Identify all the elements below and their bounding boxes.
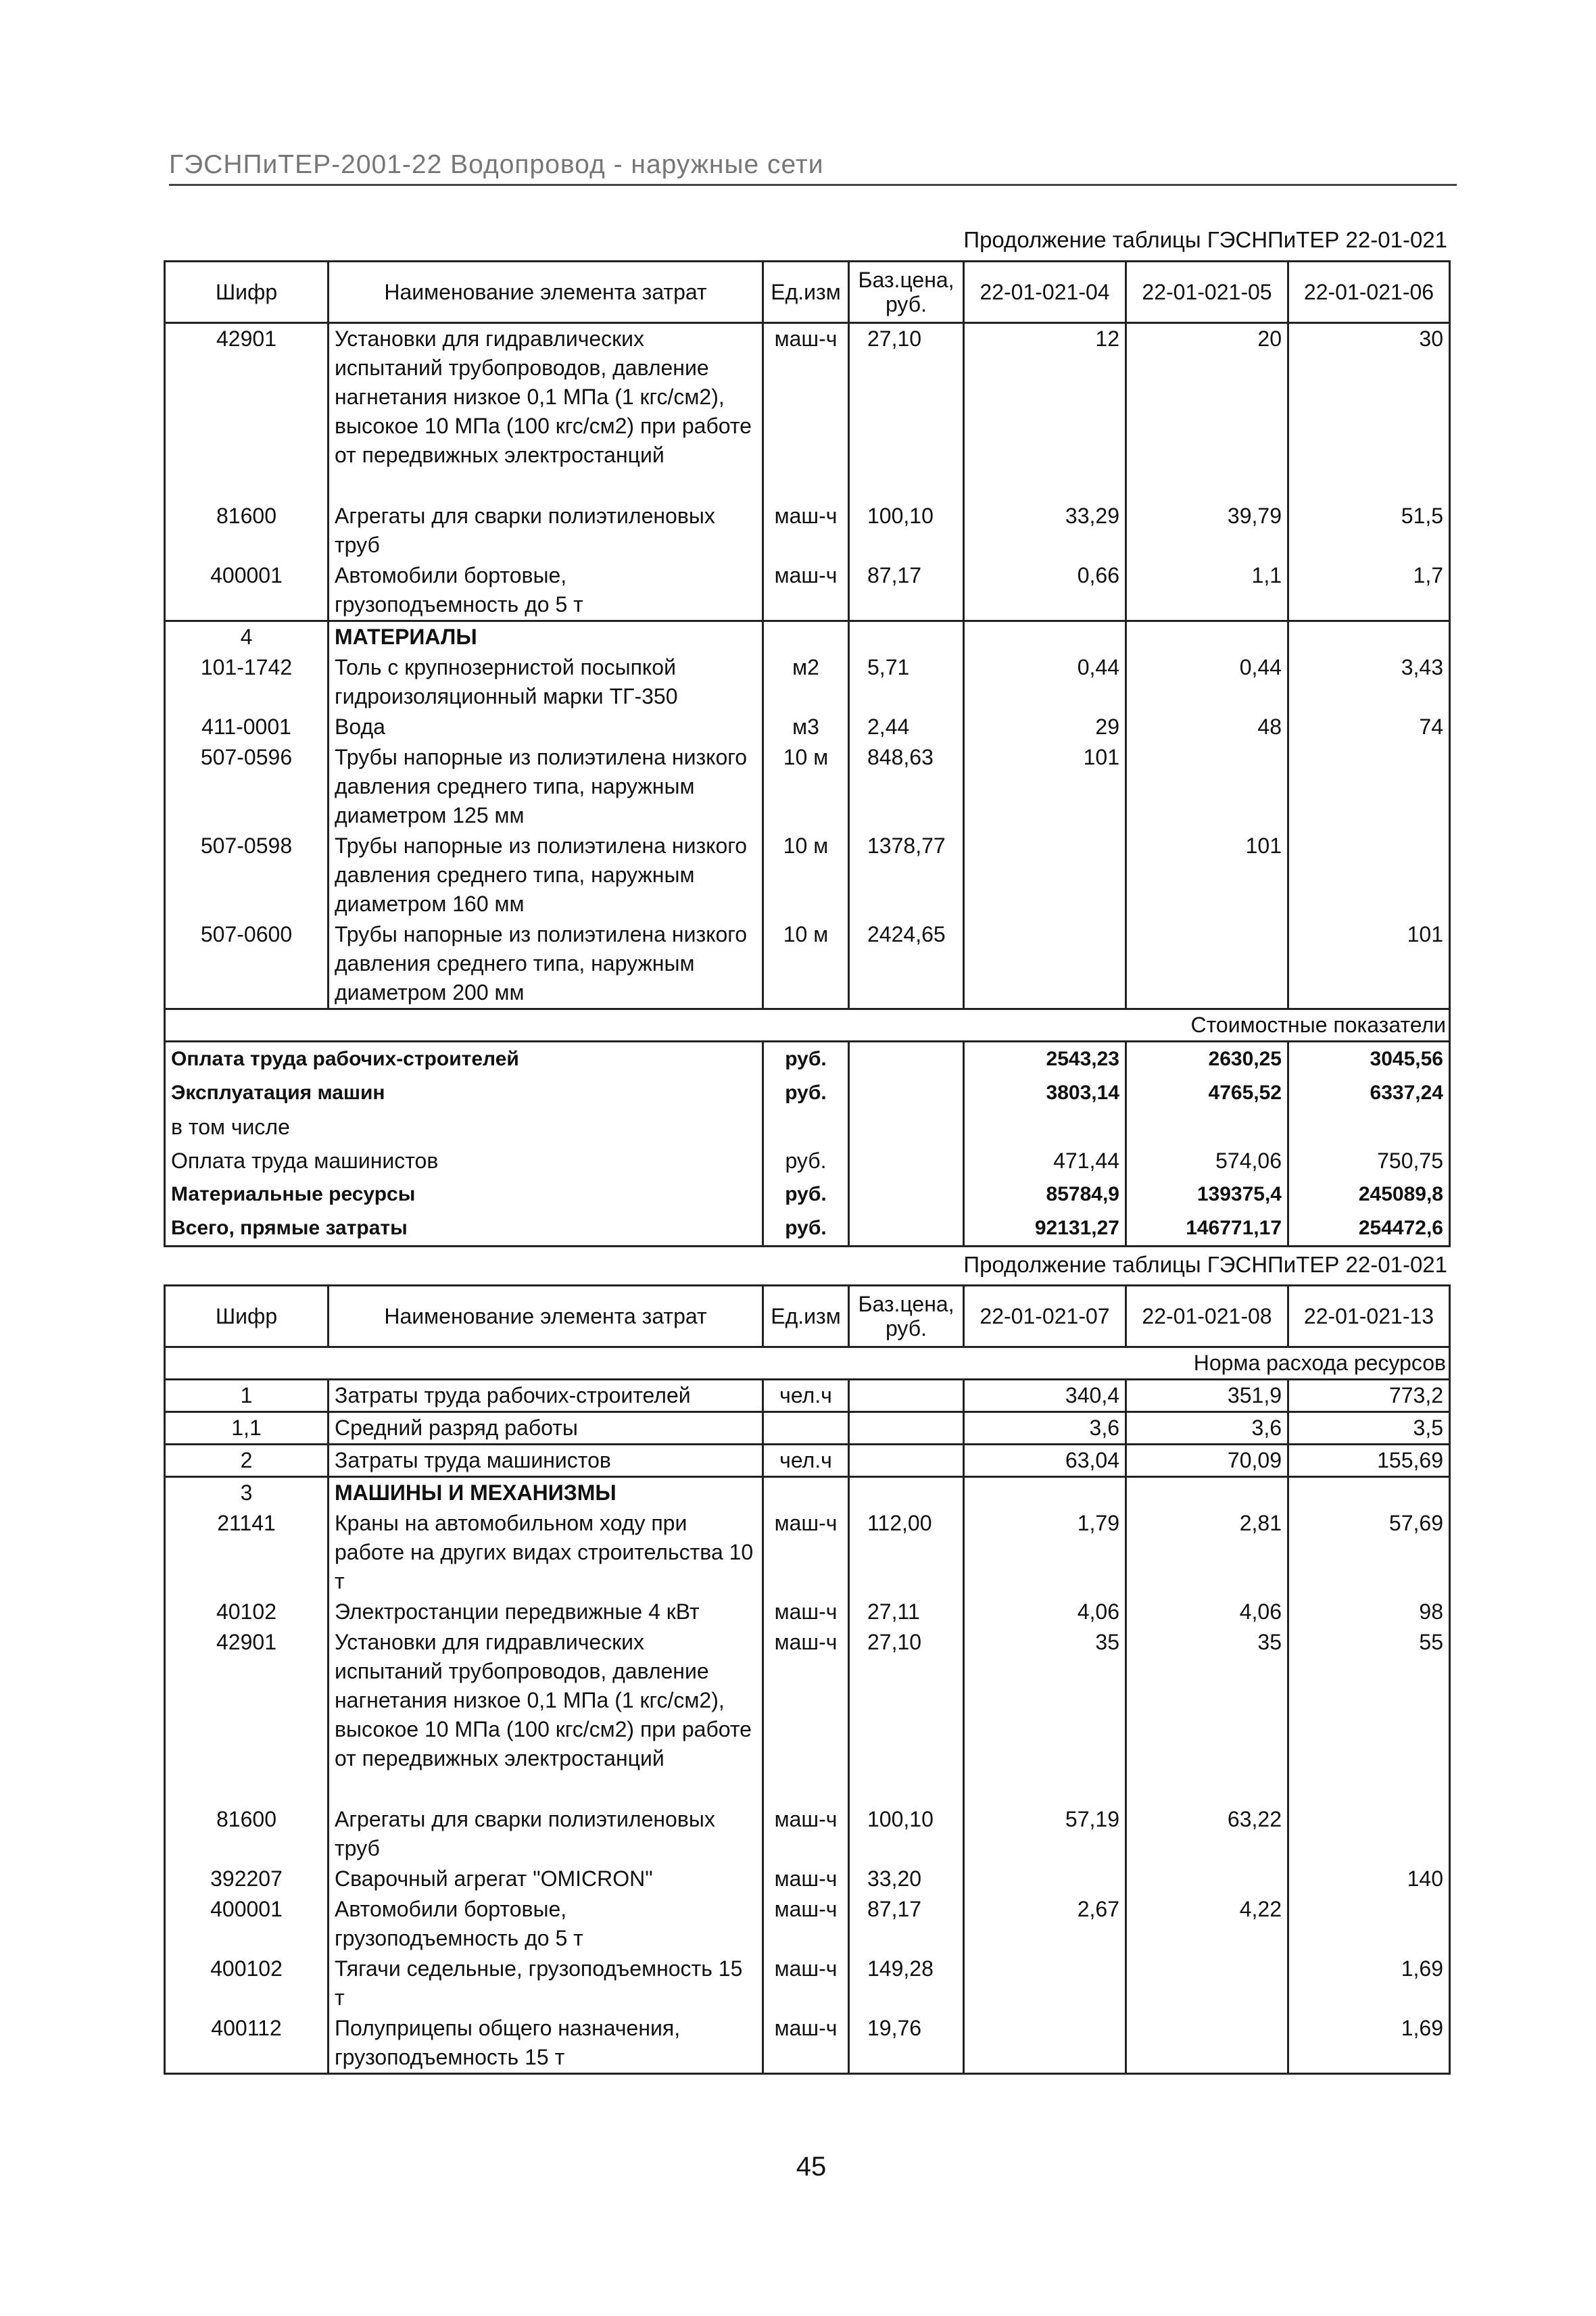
table-row	[165, 652, 1450, 712]
code-cell: 400102	[165, 1954, 329, 2013]
summary-value: 254472,6	[1288, 1211, 1450, 1247]
section-row	[165, 1477, 1450, 1509]
value-cell	[964, 1954, 1126, 2013]
table1-caption: Продолжение таблицы ГЭСНПиТЕР 22-01-021	[963, 227, 1447, 252]
code-cell: 81600	[165, 501, 329, 560]
section-title: МАТЕРИАЛЫ	[329, 621, 763, 653]
value-cell: 48	[1126, 712, 1288, 742]
value-cell: 39,79	[1126, 501, 1288, 560]
value-cell: 51,5	[1288, 501, 1450, 560]
code-cell: 400001	[165, 560, 329, 621]
column-header: 22-01-021-08	[1126, 1286, 1288, 1347]
summary-label: Оплата труда машинистов	[165, 1144, 763, 1178]
unit-cell: маш-ч	[763, 560, 849, 621]
table2-caption: Продолжение таблицы ГЭСНПиТЕР 22-01-021	[963, 1252, 1447, 1277]
code-cell: 42901	[165, 323, 329, 502]
summary-unit: руб.	[763, 1076, 849, 1110]
summary-value	[964, 1110, 1126, 1144]
name-cell: Установки для гидравлических испытаний трубопроводов, давление нагнетания низкое 0,1 МПа (1 кгс/см2), высокое 10 МПа (100 кгс/см2) при работе от передвижных электростанций	[329, 1627, 763, 1804]
column-header: Баз.цена, руб.	[849, 262, 964, 323]
summary-value: 2543,23	[964, 1042, 1126, 1077]
name-cell: Агрегаты для сварки полиэтиленовых труб	[329, 1804, 763, 1864]
summary-value: 2630,25	[1126, 1042, 1288, 1077]
summary-unit: руб.	[763, 1144, 849, 1178]
price-cell: 27,10	[849, 1627, 964, 1804]
code-cell: 1,1	[165, 1412, 329, 1445]
price-cell: 149,28	[849, 1954, 964, 2013]
table2	[164, 1284, 1451, 2075]
table-row	[165, 919, 1450, 1009]
summary-value: 139375,4	[1126, 1178, 1288, 1211]
value-cell: 1,69	[1288, 1954, 1450, 2013]
value-cell	[1288, 1894, 1450, 1954]
price-cell: 87,17	[849, 560, 964, 621]
summary-row	[165, 1076, 1450, 1110]
value-cell: 35	[964, 1627, 1126, 1804]
table-row	[165, 742, 1450, 831]
value-cell	[964, 831, 1126, 919]
code-cell: 400001	[165, 1894, 329, 1954]
unit-cell: маш-ч	[763, 323, 849, 502]
price-cell	[849, 1412, 964, 1445]
value-cell: 74	[1288, 712, 1450, 742]
table-row	[165, 1894, 1450, 1954]
value-cell: 140	[1288, 1864, 1450, 1894]
unit-cell: 10 м	[763, 831, 849, 919]
summary-value: 471,44	[964, 1144, 1126, 1178]
value-cell: 4,22	[1126, 1894, 1288, 1954]
name-cell: Трубы напорные из полиэтилена низкого давления среднего типа, наружным диаметром 200 мм	[329, 919, 763, 1009]
value-cell: 3,6	[964, 1412, 1126, 1445]
code-cell: 1	[165, 1380, 329, 1412]
price-cell: 33,20	[849, 1864, 964, 1894]
column-header: 22-01-021-06	[1288, 262, 1450, 323]
unit-cell	[763, 621, 849, 653]
summary-value: 245089,8	[1288, 1178, 1450, 1211]
value-cell	[1126, 1864, 1288, 1894]
name-cell: Затраты труда машинистов	[329, 1445, 763, 1477]
table-row	[165, 1380, 1450, 1412]
table-row	[165, 560, 1450, 621]
value-cell: 63,04	[964, 1445, 1126, 1477]
value-cell: 351,9	[1126, 1380, 1288, 1412]
price-cell	[849, 1477, 964, 1509]
page-number: 45	[796, 2152, 827, 2181]
running-header: ГЭСНПиТЕР-2001-22 Водопровод - наружные сети	[169, 150, 1457, 186]
unit-cell: 10 м	[763, 742, 849, 831]
summary-value: 85784,9	[964, 1178, 1126, 1211]
code-cell: 42901	[165, 1627, 329, 1804]
summary-row	[165, 1178, 1450, 1211]
name-cell: Агрегаты для сварки полиэтиленовых труб	[329, 501, 763, 560]
summary-value: 574,06	[1126, 1144, 1288, 1178]
table1-header-row	[165, 262, 1450, 323]
name-cell: Трубы напорные из полиэтилена низкого давления среднего типа, наружным диаметром 160 мм	[329, 831, 763, 919]
value-cell: 155,69	[1288, 1445, 1450, 1477]
column-header: Шифр	[165, 1286, 329, 1347]
column-header: Ед.изм	[763, 262, 849, 323]
value-cell	[1288, 831, 1450, 919]
table-row	[165, 501, 1450, 560]
unit-cell: маш-ч	[763, 1627, 849, 1804]
cost-header: Стоимостные показатели	[165, 1009, 1450, 1042]
code-cell: 40102	[165, 1597, 329, 1627]
value-cell: 57,69	[1288, 1508, 1450, 1597]
code-cell: 411-0001	[165, 712, 329, 742]
name-cell: Тягачи седельные, грузоподъемность 15 т	[329, 1954, 763, 2013]
unit-cell: маш-ч	[763, 1864, 849, 1894]
table2-header-row	[165, 1286, 1450, 1347]
table-row	[165, 831, 1450, 919]
value-cell: 101	[1126, 831, 1288, 919]
value-cell: 33,29	[964, 501, 1126, 560]
code-cell: 3	[165, 1477, 329, 1509]
price-cell: 100,10	[849, 501, 964, 560]
code-cell: 507-0596	[165, 742, 329, 831]
price-cell	[849, 1380, 964, 1412]
summary-label: в том числе	[165, 1110, 763, 1144]
name-cell: Электростанции передвижные 4 кВт	[329, 1597, 763, 1627]
price-cell: 27,11	[849, 1597, 964, 1627]
column-header: 22-01-021-13	[1288, 1286, 1450, 1347]
summary-value: 6337,24	[1288, 1076, 1450, 1110]
code-cell: 101-1742	[165, 652, 329, 712]
value-cell: 98	[1288, 1597, 1450, 1627]
code-cell: 4	[165, 621, 329, 653]
table1	[164, 260, 1451, 1247]
summary-unit: руб.	[763, 1178, 849, 1211]
table-row	[165, 1508, 1450, 1597]
value-cell: 4,06	[964, 1597, 1126, 1627]
name-cell: Автомобили бортовые, грузоподъемность до 5 т	[329, 1894, 763, 1954]
value-cell: 63,22	[1126, 1804, 1288, 1864]
value-cell: 2,67	[964, 1894, 1126, 1954]
unit-cell: маш-ч	[763, 501, 849, 560]
value-cell: 101	[1288, 919, 1450, 1009]
code-cell: 400112	[165, 2013, 329, 2074]
code-cell: 392207	[165, 1864, 329, 1894]
unit-cell	[763, 1412, 849, 1445]
summary-row	[165, 1110, 1450, 1144]
summary-label: Эксплуатация машин	[165, 1076, 763, 1110]
value-cell	[1126, 742, 1288, 831]
unit-cell: маш-ч	[763, 2013, 849, 2074]
table-row	[165, 2013, 1450, 2074]
summary-label: Оплата труда рабочих-строителей	[165, 1042, 763, 1077]
name-cell: Трубы напорные из полиэтилена низкого давления среднего типа, наружным диаметром 125 мм	[329, 742, 763, 831]
summary-row	[165, 1211, 1450, 1247]
unit-cell: 10 м	[763, 919, 849, 1009]
value-cell: 20	[1126, 323, 1288, 502]
name-cell: Установки для гидравлических испытаний трубопроводов, давление нагнетания низкое 0,1 МПа (1 кгс/см2), высокое 10 МПа (100 кгс/см2) при работе от передвижных электростанций	[329, 323, 763, 502]
value-cell: 340,4	[964, 1380, 1126, 1412]
unit-cell: чел.ч	[763, 1380, 849, 1412]
section-row	[165, 621, 1450, 653]
price-cell	[849, 621, 964, 653]
code-cell: 81600	[165, 1804, 329, 1864]
unit-cell: маш-ч	[763, 1954, 849, 2013]
column-header: 22-01-021-05	[1126, 262, 1288, 323]
summary-value	[1288, 1110, 1450, 1144]
column-header: Наименование элемента затрат	[329, 1286, 763, 1347]
column-header: Наименование элемента затрат	[329, 262, 763, 323]
table-row	[165, 323, 1450, 502]
value-cell: 35	[1126, 1627, 1288, 1804]
summary-unit	[763, 1110, 849, 1144]
norm-header: Норма расхода ресурсов	[165, 1347, 1450, 1380]
value-cell	[1126, 1477, 1288, 1509]
value-cell: 1,79	[964, 1508, 1126, 1597]
value-cell: 773,2	[1288, 1380, 1450, 1412]
value-cell	[964, 621, 1126, 653]
summary-value	[1126, 1110, 1288, 1144]
unit-cell: маш-ч	[763, 1597, 849, 1627]
code-cell: 21141	[165, 1508, 329, 1597]
price-cell: 112,00	[849, 1508, 964, 1597]
value-cell: 3,43	[1288, 652, 1450, 712]
price-cell	[849, 1445, 964, 1477]
name-cell: Толь с крупнозернистой посыпкой гидроизоляционный марки ТГ-350	[329, 652, 763, 712]
column-header: Баз.цена, руб.	[849, 1286, 964, 1347]
value-cell: 55	[1288, 1627, 1450, 1804]
price-cell: 100,10	[849, 1804, 964, 1864]
summary-row	[165, 1144, 1450, 1178]
summary-value: 92131,27	[964, 1211, 1126, 1247]
value-cell: 3,6	[1126, 1412, 1288, 1445]
name-cell: Полуприцепы общего назначения, грузоподъемность 15 т	[329, 2013, 763, 2074]
value-cell: 101	[964, 742, 1126, 831]
column-header: Шифр	[165, 262, 329, 323]
price-cell: 2424,65	[849, 919, 964, 1009]
cost-header-row	[165, 1009, 1450, 1042]
value-cell: 0,44	[1126, 652, 1288, 712]
column-header: 22-01-021-04	[964, 262, 1126, 323]
value-cell: 1,7	[1288, 560, 1450, 621]
summary-value: 3803,14	[964, 1076, 1126, 1110]
value-cell	[1288, 1477, 1450, 1509]
value-cell	[1288, 621, 1450, 653]
value-cell: 29	[964, 712, 1126, 742]
name-cell: Автомобили бортовые, грузоподъемность до 5 т	[329, 560, 763, 621]
column-header: 22-01-021-07	[964, 1286, 1126, 1347]
unit-cell: м2	[763, 652, 849, 712]
value-cell	[1126, 621, 1288, 653]
unit-cell	[763, 1477, 849, 1509]
value-cell: 57,19	[964, 1804, 1126, 1864]
table-row	[165, 1954, 1450, 2013]
value-cell: 30	[1288, 323, 1450, 502]
price-cell: 848,63	[849, 742, 964, 831]
unit-cell: маш-ч	[763, 1508, 849, 1597]
value-cell	[964, 919, 1126, 1009]
value-cell	[1126, 2013, 1288, 2074]
name-cell: Вода	[329, 712, 763, 742]
value-cell: 70,09	[1126, 1445, 1288, 1477]
norm-header-row	[165, 1347, 1450, 1380]
price-cell: 5,71	[849, 652, 964, 712]
price-cell: 19,76	[849, 2013, 964, 2074]
price-cell: 2,44	[849, 712, 964, 742]
summary-row	[165, 1042, 1450, 1077]
summary-value: 3045,56	[1288, 1042, 1450, 1077]
price-cell: 87,17	[849, 1894, 964, 1954]
summary-value: 750,75	[1288, 1144, 1450, 1178]
value-cell	[1288, 1804, 1450, 1864]
summary-label: Материальные ресурсы	[165, 1178, 763, 1211]
value-cell: 0,44	[964, 652, 1126, 712]
section-title: МАШИНЫ И МЕХАНИЗМЫ	[329, 1477, 763, 1509]
unit-cell: маш-ч	[763, 1894, 849, 1954]
table-row	[165, 1597, 1450, 1627]
value-cell: 12	[964, 323, 1126, 502]
value-cell: 1,69	[1288, 2013, 1450, 2074]
name-cell: Сварочный агрегат "OMICRON"	[329, 1864, 763, 1894]
name-cell: Средний разряд работы	[329, 1412, 763, 1445]
table-row	[165, 1864, 1450, 1894]
value-cell: 2,81	[1126, 1508, 1288, 1597]
summary-label: Всего, прямые затраты	[165, 1211, 763, 1247]
value-cell	[1288, 742, 1450, 831]
table-row	[165, 712, 1450, 742]
code-cell: 507-0600	[165, 919, 329, 1009]
value-cell: 4,06	[1126, 1597, 1288, 1627]
unit-cell: маш-ч	[763, 1804, 849, 1864]
column-header: Ед.изм	[763, 1286, 849, 1347]
value-cell	[1126, 919, 1288, 1009]
value-cell: 1,1	[1126, 560, 1288, 621]
summary-value: 4765,52	[1126, 1076, 1288, 1110]
value-cell	[1126, 1954, 1288, 2013]
unit-cell: чел.ч	[763, 1445, 849, 1477]
table-row	[165, 1627, 1450, 1804]
value-cell	[964, 2013, 1126, 2074]
code-cell: 507-0598	[165, 831, 329, 919]
value-cell	[964, 1864, 1126, 1894]
value-cell: 0,66	[964, 560, 1126, 621]
name-cell: Затраты труда рабочих-строителей	[329, 1380, 763, 1412]
name-cell: Краны на автомобильном ходу при работе на других видах строительства 10 т	[329, 1508, 763, 1597]
summary-unit: руб.	[763, 1042, 849, 1077]
table-row	[165, 1412, 1450, 1445]
table-row	[165, 1445, 1450, 1477]
summary-value: 146771,17	[1126, 1211, 1288, 1247]
code-cell: 2	[165, 1445, 329, 1477]
unit-cell: м3	[763, 712, 849, 742]
price-cell: 27,10	[849, 323, 964, 502]
value-cell	[964, 1477, 1126, 1509]
price-cell: 1378,77	[849, 831, 964, 919]
table-row	[165, 1804, 1450, 1864]
value-cell: 3,5	[1288, 1412, 1450, 1445]
summary-unit: руб.	[763, 1211, 849, 1247]
